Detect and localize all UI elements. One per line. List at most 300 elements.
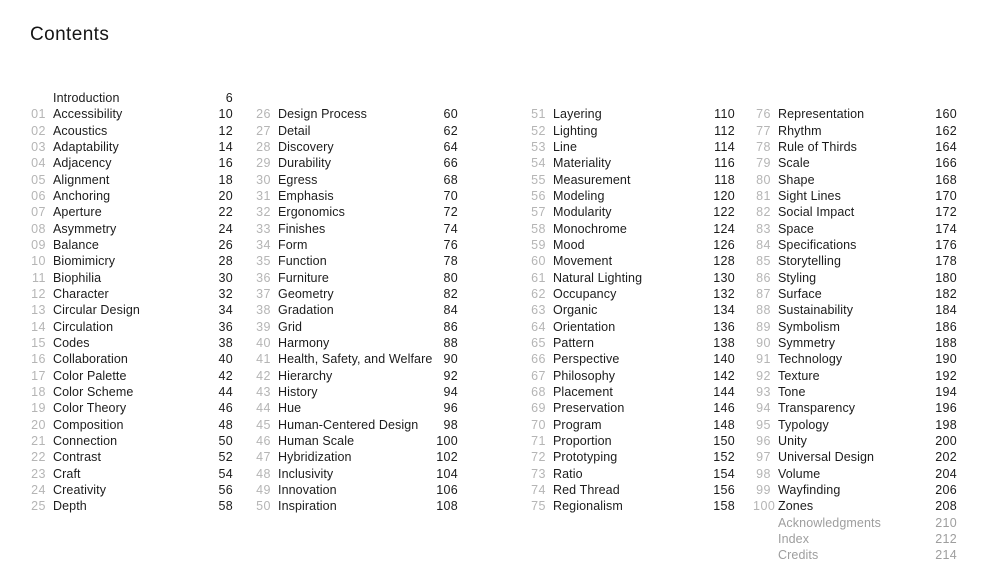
entry-page-number: 20 <box>218 188 233 203</box>
toc-entry-row <box>28 155 233 171</box>
entry-page-number: 164 <box>935 139 957 154</box>
entry-number: 41 <box>256 352 271 367</box>
toc-entry-row <box>253 253 458 269</box>
entry-title: Index <box>778 531 810 546</box>
entry-title: Human-Centered Design <box>278 417 419 432</box>
entry-page-number: 104 <box>436 466 458 481</box>
entry-title: Color Scheme <box>53 384 134 399</box>
entry-title: Inclusivity <box>278 466 334 481</box>
toc-entry-row <box>253 384 458 400</box>
entry-title: Creativity <box>53 482 107 497</box>
entry-page-number: 126 <box>713 237 735 252</box>
toc-entry-row <box>753 204 957 220</box>
toc-entry-row <box>28 482 233 498</box>
entry-page-number: 194 <box>935 384 957 399</box>
entry-number: 89 <box>756 319 771 334</box>
entry-number: 84 <box>756 237 771 252</box>
entry-number: 47 <box>256 450 271 465</box>
entry-number: 100 <box>753 499 776 514</box>
entry-title: Preservation <box>553 401 625 416</box>
toc-entry-row <box>753 237 957 253</box>
entry-page-number: 128 <box>713 254 735 269</box>
entry-title: Circulation <box>53 319 114 334</box>
toc-entry-row <box>28 237 233 253</box>
entry-number: 27 <box>256 123 271 138</box>
entry-page-number: 176 <box>935 237 957 252</box>
toc-entry-row <box>528 319 735 335</box>
entry-page-number: 196 <box>935 401 957 416</box>
entry-title: Wayfinding <box>778 482 841 497</box>
entry-title: Codes <box>53 335 90 350</box>
entry-number: 14 <box>31 319 46 334</box>
entry-number: 65 <box>531 335 546 350</box>
entry-page-number: 52 <box>218 450 233 465</box>
toc-entry-row <box>528 253 735 269</box>
entry-title: Grid <box>278 319 303 334</box>
toc-entry-row <box>753 335 957 351</box>
toc-entry-row <box>528 351 735 367</box>
toc-entry-row <box>753 188 957 204</box>
entry-number: 43 <box>256 384 271 399</box>
entry-page-number: 42 <box>218 368 233 383</box>
toc-entry-row <box>753 253 957 269</box>
toc-entry-row <box>753 384 957 400</box>
entry-title: History <box>278 384 318 399</box>
entry-number: 05 <box>31 172 46 187</box>
entry-page-number: 46 <box>218 401 233 416</box>
entry-title: Contrast <box>53 450 102 465</box>
entry-page-number: 92 <box>443 368 458 383</box>
entry-title: Hybridization <box>278 450 352 465</box>
entry-page-number: 86 <box>443 319 458 334</box>
toc-entry-row <box>753 172 957 188</box>
toc-entry-row <box>528 384 735 400</box>
entry-number: 30 <box>256 172 271 187</box>
entry-number: 87 <box>756 286 771 301</box>
entry-page-number: 44 <box>218 384 233 399</box>
entry-number: 51 <box>531 107 546 122</box>
toc-entry-row <box>528 155 735 171</box>
entry-title: Craft <box>53 466 81 481</box>
entry-number: 24 <box>31 482 46 497</box>
entry-title: Adaptability <box>53 139 119 154</box>
entry-page-number: 82 <box>443 286 458 301</box>
entry-page-number: 200 <box>935 433 957 448</box>
entry-title: Composition <box>53 417 124 432</box>
toc-entry-row <box>753 433 957 449</box>
entry-page-number: 174 <box>935 221 957 236</box>
entry-title: Proportion <box>553 433 612 448</box>
toc-entry-row <box>253 449 458 465</box>
entry-title: Asymmetry <box>53 221 117 236</box>
entry-title: Emphasis <box>278 188 334 203</box>
toc-entry-row <box>528 466 735 482</box>
toc-entry-row <box>253 482 458 498</box>
entry-title: Adjacency <box>53 156 112 171</box>
entry-page-number: 108 <box>436 499 458 514</box>
entry-page-number: 110 <box>714 107 735 122</box>
entry-page-number: 190 <box>935 352 957 367</box>
entry-page-number: 208 <box>935 499 957 514</box>
entry-number: 48 <box>256 466 271 481</box>
entry-page-number: 114 <box>714 139 735 154</box>
entry-number: 73 <box>531 466 546 481</box>
entry-number: 99 <box>756 482 771 497</box>
entry-title: Alignment <box>53 172 110 187</box>
entry-title: Ergonomics <box>278 205 345 220</box>
toc-entry-row <box>753 515 957 531</box>
entry-title: Surface <box>778 286 822 301</box>
entry-page-number: 84 <box>443 303 458 318</box>
entry-title: Color Palette <box>53 368 127 383</box>
toc-entry-row <box>528 433 735 449</box>
entry-page-number: 50 <box>218 433 233 448</box>
toc-entry-row <box>528 400 735 416</box>
entry-page-number: 184 <box>935 303 957 318</box>
entry-page-number: 24 <box>218 221 233 236</box>
toc-entry-row <box>253 498 458 514</box>
entry-title: Line <box>553 139 578 154</box>
entry-page-number: 180 <box>935 270 957 285</box>
entry-page-number: 118 <box>714 172 735 187</box>
entry-number: 71 <box>531 433 546 448</box>
entry-number: 95 <box>756 417 771 432</box>
entry-number: 22 <box>31 450 46 465</box>
toc-entry-row <box>253 270 458 286</box>
toc-column-4 <box>753 90 957 564</box>
toc-entry-row <box>753 319 957 335</box>
entry-page-number: 150 <box>713 433 735 448</box>
entry-title: Storytelling <box>778 254 842 269</box>
entry-number: 74 <box>531 482 546 497</box>
entry-title: Inspiration <box>278 499 337 514</box>
toc-entry-row <box>528 368 735 384</box>
entry-title: Finishes <box>278 221 326 236</box>
toc-entry-row <box>28 139 233 155</box>
entry-number: 10 <box>31 254 46 269</box>
entry-page-number: 120 <box>713 188 735 203</box>
toc-entry-row <box>753 417 957 433</box>
toc-entry-row <box>753 368 957 384</box>
entry-title: Human Scale <box>278 433 355 448</box>
entry-number: 39 <box>256 319 271 334</box>
toc-entry-row <box>253 400 458 416</box>
entry-number: 75 <box>531 499 546 514</box>
entry-title: Geometry <box>278 286 334 301</box>
entry-page-number: 36 <box>218 319 233 334</box>
entry-title: Materiality <box>553 156 612 171</box>
toc-entry-row <box>753 221 957 237</box>
toc-column-2 <box>253 90 458 515</box>
entry-page-number: 12 <box>218 123 233 138</box>
toc-entry-row <box>253 237 458 253</box>
entry-number: 35 <box>256 254 271 269</box>
toc-entry-row <box>528 498 735 514</box>
entry-page-number: 70 <box>443 188 458 203</box>
entry-number: 57 <box>531 205 546 220</box>
toc-entry-row <box>753 351 957 367</box>
toc-entry-row <box>753 466 957 482</box>
entry-number: 69 <box>531 401 546 416</box>
entry-number: 68 <box>531 384 546 399</box>
entry-title: Red Thread <box>553 482 620 497</box>
entry-page-number: 134 <box>713 303 735 318</box>
entry-title: Harmony <box>278 335 330 350</box>
entry-title: Form <box>278 237 308 252</box>
toc-entry-row <box>528 286 735 302</box>
entry-page-number: 162 <box>935 123 957 138</box>
toc-entry-row <box>253 139 458 155</box>
entry-page-number: 204 <box>935 466 957 481</box>
entry-page-number: 116 <box>714 156 735 171</box>
entry-page-number: 28 <box>218 254 233 269</box>
toc-entry-row <box>28 498 233 514</box>
toc-entry-row <box>528 221 735 237</box>
entry-page-number: 130 <box>713 270 735 285</box>
entry-number: 46 <box>256 433 271 448</box>
entry-title: Anchoring <box>53 188 111 203</box>
toc-entry-row <box>753 106 957 122</box>
entry-title: Unity <box>778 433 807 448</box>
entry-page-number: 10 <box>218 107 233 122</box>
toc-entry-row <box>528 270 735 286</box>
toc-entry-row <box>753 531 957 547</box>
entry-title: Health, Safety, and Welfare <box>278 352 433 367</box>
entry-number: 61 <box>531 270 546 285</box>
entry-number: 19 <box>31 401 46 416</box>
toc-entry-row <box>28 188 233 204</box>
entry-page-number: 146 <box>713 401 735 416</box>
toc-entry-row <box>253 204 458 220</box>
entry-number: 25 <box>31 499 46 514</box>
entry-number: 70 <box>531 417 546 432</box>
entry-page-number: 66 <box>443 156 458 171</box>
toc-entry-row <box>253 221 458 237</box>
entry-title: Styling <box>778 270 817 285</box>
entry-page-number: 26 <box>218 237 233 252</box>
entry-number: 33 <box>256 221 271 236</box>
entry-number: 53 <box>531 139 546 154</box>
entry-title: Circular Design <box>53 303 140 318</box>
entry-number: 32 <box>256 205 271 220</box>
toc-entry-row <box>253 106 458 122</box>
entry-title: Durability <box>278 156 332 171</box>
entry-page-number: 68 <box>443 172 458 187</box>
toc-entry-row <box>28 270 233 286</box>
entry-page-number: 144 <box>713 384 735 399</box>
entry-title: Prototyping <box>553 450 618 465</box>
toc-entry-row <box>528 204 735 220</box>
entry-page-number: 160 <box>935 107 957 122</box>
entry-number: 96 <box>756 433 771 448</box>
entry-page-number: 152 <box>713 450 735 465</box>
entry-title: Collaboration <box>53 352 128 367</box>
toc-entry-row <box>253 368 458 384</box>
toc-entry-row <box>28 351 233 367</box>
entry-page-number: 166 <box>935 156 957 171</box>
entry-title: Social Impact <box>778 205 855 220</box>
entry-number: 26 <box>256 107 271 122</box>
entry-page-number: 154 <box>713 466 735 481</box>
entry-number: 12 <box>31 286 46 301</box>
entry-title: Mood <box>553 237 585 252</box>
toc-entry-row <box>753 270 957 286</box>
entry-page-number: 96 <box>443 401 458 416</box>
toc-entry-row <box>528 417 735 433</box>
entry-number: 02 <box>31 123 46 138</box>
toc-entry-row <box>28 384 233 400</box>
entry-page-number: 58 <box>218 499 233 514</box>
entry-number: 23 <box>31 466 46 481</box>
toc-entry-row <box>528 482 735 498</box>
toc-entry-row <box>28 123 233 139</box>
entry-number: 88 <box>756 303 771 318</box>
toc-entry-row <box>253 335 458 351</box>
entry-page-number: 72 <box>443 205 458 220</box>
toc-entry-row <box>528 172 735 188</box>
entry-title: Depth <box>53 499 87 514</box>
entry-number: 18 <box>31 384 46 399</box>
entry-title: Lighting <box>553 123 598 138</box>
entry-number: 34 <box>256 237 271 252</box>
entry-page-number: 214 <box>935 548 957 563</box>
entry-number: 94 <box>756 401 771 416</box>
entry-title: Aperture <box>53 205 102 220</box>
entry-title: Sustainability <box>778 303 854 318</box>
entry-page-number: 178 <box>935 254 957 269</box>
entry-number: 98 <box>756 466 771 481</box>
entry-page-number: 210 <box>935 515 957 530</box>
entry-number: 06 <box>31 188 46 203</box>
entry-title: Modeling <box>553 188 605 203</box>
toc-column-1 <box>28 90 233 515</box>
entry-page-number: 54 <box>218 466 233 481</box>
entry-number: 16 <box>31 352 46 367</box>
toc-entry-row <box>753 302 957 318</box>
entry-number: 49 <box>256 482 271 497</box>
entry-number: 38 <box>256 303 271 318</box>
entry-title: Transparency <box>778 401 856 416</box>
toc-entry-row <box>28 172 233 188</box>
entry-number: 86 <box>756 270 771 285</box>
page-title: Contents <box>30 24 110 45</box>
entry-number: 62 <box>531 286 546 301</box>
entry-title: Universal Design <box>778 450 875 465</box>
entry-title: Furniture <box>278 270 329 285</box>
toc-entry-row <box>28 204 233 220</box>
entry-number: 55 <box>531 172 546 187</box>
entry-title: Philosophy <box>553 368 616 383</box>
entry-page-number: 182 <box>935 286 957 301</box>
entry-page-number: 124 <box>713 221 735 236</box>
entry-number: 28 <box>256 139 271 154</box>
entry-page-number: 60 <box>443 107 458 122</box>
entry-page-number: 48 <box>218 417 233 432</box>
entry-title: Program <box>553 417 602 432</box>
entry-title: Detail <box>278 123 311 138</box>
entry-number: 83 <box>756 221 771 236</box>
toc-entry-row <box>753 155 957 171</box>
entry-title: Character <box>53 286 109 301</box>
toc-entry-row <box>528 335 735 351</box>
toc-entry-row <box>253 319 458 335</box>
entry-title: Orientation <box>553 319 616 334</box>
entry-title: Volume <box>778 466 821 481</box>
entry-page-number: 132 <box>713 286 735 301</box>
entry-number: 52 <box>531 123 546 138</box>
entry-page-number: 94 <box>443 384 458 399</box>
entry-number: 78 <box>756 139 771 154</box>
toc-entry-row <box>253 417 458 433</box>
entry-number: 58 <box>531 221 546 236</box>
entry-title: Symbolism <box>778 319 841 334</box>
entry-number: 91 <box>756 352 771 367</box>
entry-title: Shape <box>778 172 815 187</box>
toc-entry-row <box>528 188 735 204</box>
entry-title: Technology <box>778 352 843 367</box>
entry-title: Biophilia <box>53 270 102 285</box>
entry-page-number: 16 <box>218 156 233 171</box>
entry-number: 01 <box>31 107 46 122</box>
entry-page-number: 192 <box>935 368 957 383</box>
entry-title: Measurement <box>553 172 631 187</box>
toc-entry-row <box>28 466 233 482</box>
entry-number: 77 <box>756 123 771 138</box>
toc-entry-row <box>28 253 233 269</box>
entry-page-number: 212 <box>935 531 957 546</box>
entry-title: Movement <box>553 254 613 269</box>
toc-entry-row <box>253 188 458 204</box>
entry-title: Scale <box>778 156 810 171</box>
toc-entry-row <box>253 123 458 139</box>
entry-title: Sight Lines <box>778 188 841 203</box>
entry-page-number: 140 <box>713 352 735 367</box>
entry-title: Innovation <box>278 482 337 497</box>
entry-number: 85 <box>756 254 771 269</box>
entry-page-number: 106 <box>436 482 458 497</box>
entry-title: Acknowledgments <box>778 515 881 530</box>
entry-page-number: 138 <box>713 335 735 350</box>
entry-number: 31 <box>256 188 271 203</box>
toc-entry-row <box>28 417 233 433</box>
entry-page-number: 88 <box>443 335 458 350</box>
entry-title: Perspective <box>553 352 620 367</box>
entry-number: 81 <box>756 188 771 203</box>
entry-number: 50 <box>256 499 271 514</box>
entry-title: Connection <box>53 433 118 448</box>
entry-number: 64 <box>531 319 546 334</box>
entry-number: 17 <box>31 368 46 383</box>
toc-entry-row <box>28 286 233 302</box>
entry-title: Natural Lighting <box>553 270 643 285</box>
toc-entry-row <box>753 400 957 416</box>
entry-page-number: 78 <box>443 254 458 269</box>
entry-title: Symmetry <box>778 335 836 350</box>
entry-number: 40 <box>256 335 271 350</box>
toc-entry-row <box>253 286 458 302</box>
toc-entry-row <box>28 90 233 106</box>
toc-entry-row <box>528 106 735 122</box>
entry-title: Organic <box>553 303 598 318</box>
toc-entry-row <box>528 139 735 155</box>
entry-page-number: 14 <box>218 139 233 154</box>
entry-number: 93 <box>756 384 771 399</box>
entry-title: Zones <box>778 499 814 514</box>
toc-entry-row <box>753 139 957 155</box>
entry-number: 07 <box>31 205 46 220</box>
entry-title: Biomimicry <box>53 254 116 269</box>
entry-number: 56 <box>531 188 546 203</box>
